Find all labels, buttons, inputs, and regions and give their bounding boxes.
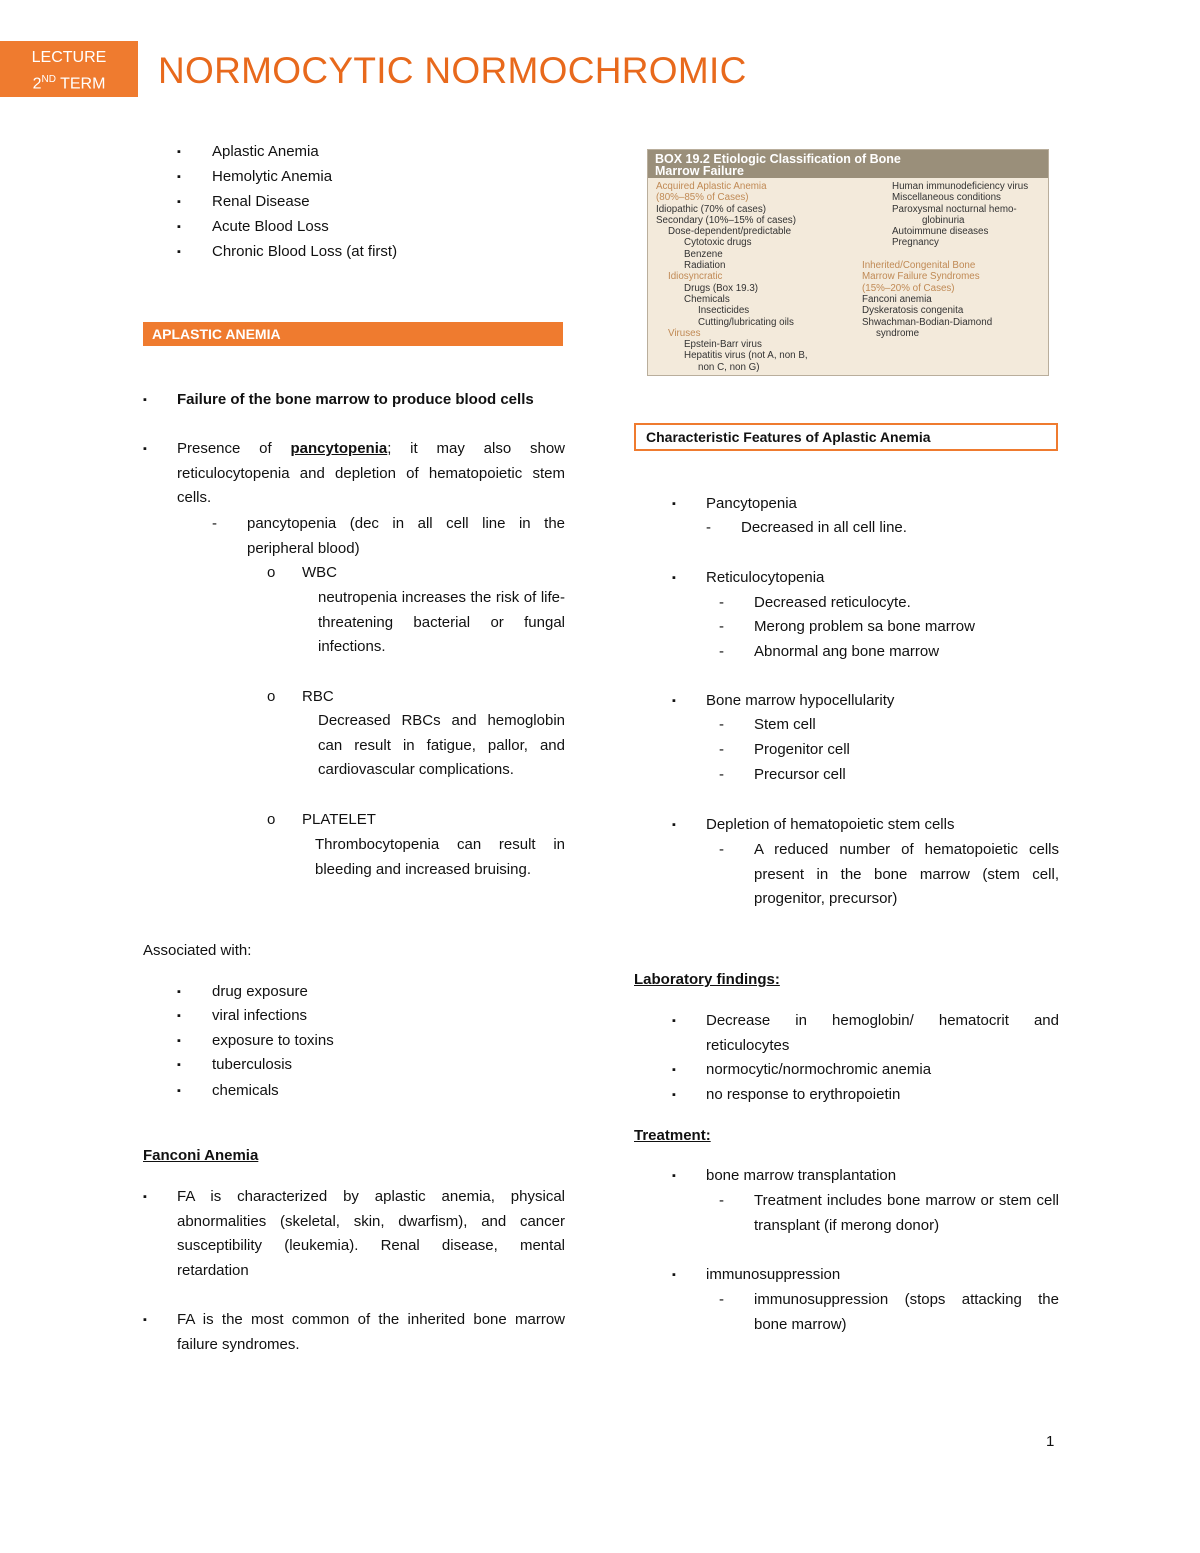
figure-line: Secondary (10%–15% of cases)	[656, 214, 796, 226]
list-item: Aplastic Anemia	[212, 143, 319, 160]
bullet-icon: ▪	[177, 1059, 181, 1071]
pancytopenia-note: pancytopenia (dec in all cell line in the peripheral blood)	[247, 515, 565, 557]
bullet-icon: ▪	[177, 986, 181, 998]
figure-right-column	[862, 181, 1028, 339]
bullet-icon: ▪	[143, 394, 147, 406]
figure-title	[648, 150, 1048, 178]
figure-line: Marrow Failure Syndromes	[862, 271, 980, 283]
depletion-sub: A reduced number of hematopoietic cells present in the bone marrow (stem cell, progenitor, precursor)	[754, 841, 1059, 908]
page-number: 1	[1046, 1433, 1055, 1450]
bullet-icon: ▪	[177, 221, 181, 233]
bullet-icon: ▪	[672, 1089, 676, 1101]
bullet-icon: ▪	[143, 1314, 147, 1326]
list-item: Renal Disease	[212, 193, 310, 210]
treatment-heading: Treatment:	[634, 1127, 711, 1144]
figure-left-column	[656, 181, 808, 373]
bullet-icon: ▪	[143, 1191, 147, 1203]
figure-line: Miscellaneous conditions	[892, 192, 1001, 204]
dash-icon: -	[719, 766, 724, 783]
reticulocytopenia-sub: Merong problem sa bone marrow	[754, 618, 975, 635]
aplastic-anemia-heading: APLASTIC ANEMIA	[143, 322, 563, 346]
figure-line: Drugs (Box 19.3)	[684, 282, 759, 294]
list-item: Chronic Blood Loss (at first)	[212, 243, 398, 260]
figure-line: Cutting/lubricating oils	[698, 316, 794, 328]
dash-icon: -	[212, 515, 217, 532]
figure-line: syndrome	[876, 327, 920, 339]
figure-line: Chemicals	[684, 293, 730, 305]
bullet-icon: ▪	[177, 196, 181, 208]
figure-line: Human immunodeficiency virus	[892, 181, 1029, 192]
bullet-icon: ▪	[672, 1015, 676, 1027]
associated-heading: Associated with:	[143, 942, 252, 959]
figure-line: Fanconi anemia	[862, 293, 932, 305]
bullet-icon: ▪	[177, 171, 181, 183]
circle-bullet-icon: o	[267, 564, 276, 581]
figure-line: globinuria	[922, 214, 965, 226]
bullet-icon: ▪	[143, 443, 147, 455]
treatment-sub: immunosuppression (stops attacking the bone marrow)	[754, 1291, 1059, 1333]
definition-bullet: Failure of the bone marrow to produce blood cells	[177, 391, 534, 408]
bullet-icon: ▪	[672, 1064, 676, 1076]
badge-line2	[0, 69, 138, 95]
hypocellularity-sub: Stem cell	[754, 716, 816, 733]
figure-line: Pregnancy	[892, 237, 939, 249]
characteristic-features-heading: Characteristic Features of Aplastic Anemia	[634, 423, 1058, 451]
list-item: exposure to toxins	[212, 1032, 334, 1049]
etiologic-classification-figure	[647, 149, 1049, 376]
reticulocytopenia-sub: Decreased reticulocyte.	[754, 594, 911, 611]
figure-line: Dyskeratosis congenita	[862, 305, 964, 317]
dash-icon: -	[719, 1291, 724, 1308]
figure-line: Shwachman-Bodian-Diamond	[862, 316, 993, 328]
platelet-label: PLATELET	[302, 811, 376, 828]
laboratory-findings-heading: Laboratory findings:	[634, 971, 780, 988]
bullet-icon: ▪	[672, 819, 676, 831]
dash-icon: -	[719, 841, 724, 858]
dash-icon: -	[719, 594, 724, 611]
fanconi-bullet-1: FA is characterized by aplastic anemia, physical abnormalities (skeletal, skin, dwarfism), and cancer susceptibility (leukemia). Renal disease, mental retardation	[177, 1188, 565, 1279]
bullet-icon: ▪	[672, 1170, 676, 1182]
page-title: NORMOCYTIC NORMOCHROMIC	[158, 50, 747, 91]
pancytopenia-item: Pancytopenia	[706, 495, 797, 512]
treatment-sub: Treatment includes bone marrow or stem cell transplant (if merong donor)	[754, 1192, 1059, 1234]
figure-line: Inherited/Congenital Bone	[862, 260, 976, 272]
dash-icon: -	[706, 519, 711, 536]
list-item: Acute Blood Loss	[212, 218, 329, 235]
figure-line: (15%–20% of Cases)	[862, 282, 955, 294]
figure-title-line1: BOX 19.2 Etiologic Classification of Bone	[655, 152, 901, 166]
fanconi-bullet-2: FA is the most common of the inherited bone marrow failure syndromes.	[177, 1311, 565, 1353]
presence-text-rest: ; it may also show reticulocytopenia and depletion of hematopoietic stem cells.	[177, 440, 565, 507]
figure-line: Dose-dependent/predictable	[668, 226, 792, 238]
treatment-item: immunosuppression	[706, 1266, 841, 1283]
reticulocytopenia-item: Reticulocytopenia	[706, 569, 825, 586]
figure-line: Epstein-Barr virus	[684, 339, 762, 351]
figure-line: Acquired Aplastic Anemia	[656, 181, 767, 192]
figure-line: non C, non G)	[698, 361, 760, 373]
list-item: tuberculosis	[212, 1056, 293, 1073]
lab-finding: no response to erythropoietin	[706, 1086, 901, 1103]
rbc-label: RBC	[302, 688, 334, 705]
fanconi-heading: Fanconi Anemia	[143, 1147, 259, 1164]
hypocellularity-sub: Progenitor cell	[754, 741, 850, 758]
rbc-text: Decreased RBCs and hemoglobin can result in fatigue, pallor, and cardiovascular complications.	[318, 712, 565, 779]
circle-bullet-icon: o	[267, 688, 276, 705]
figure-line: (80%–85% of Cases)	[656, 192, 749, 204]
bullet-icon: ▪	[177, 1010, 181, 1022]
dash-icon: -	[719, 741, 724, 758]
figure-line: Idiopathic (70% of cases)	[656, 203, 766, 215]
hypocellularity-item: Bone marrow hypocellularity	[706, 692, 895, 709]
lab-finding: normocytic/normochromic anemia	[706, 1061, 932, 1078]
platelet-text: Thrombocytopenia can result in bleeding and increased bruising.	[315, 836, 565, 878]
list-item: viral infections	[212, 1007, 308, 1024]
bullet-icon: ▪	[177, 1085, 181, 1097]
bullet-icon: ▪	[672, 1269, 676, 1281]
bullet-icon: ▪	[672, 498, 676, 510]
presence-paragraph	[177, 437, 565, 511]
presence-text: Presence of	[177, 440, 291, 457]
badge-term-suffix: ND	[41, 74, 56, 85]
list-item: Hemolytic Anemia	[212, 168, 333, 185]
figure-title-line2: Marrow Failure	[655, 164, 744, 178]
list-item: chemicals	[212, 1082, 279, 1099]
lab-finding: Decrease in hemoglobin/ hematocrit and reticulocytes	[706, 1012, 1059, 1054]
figure-line: Benzene	[684, 248, 723, 260]
reticulocytopenia-sub: Abnormal ang bone marrow	[754, 643, 940, 660]
figure-line	[862, 249, 1028, 260]
treatment-item: bone marrow transplantation	[706, 1167, 897, 1184]
badge-term-number: 2	[32, 75, 42, 93]
hypocellularity-sub: Precursor cell	[754, 766, 846, 783]
bullet-icon: ▪	[672, 572, 676, 584]
figure-line: Cytotoxic drugs	[684, 237, 752, 249]
figure-line: Idiosyncratic	[668, 271, 723, 283]
circle-bullet-icon: o	[267, 811, 276, 828]
badge-line1: LECTURE	[31, 49, 107, 66]
wbc-label: WBC	[302, 564, 337, 581]
figure-line: Insecticides	[698, 305, 750, 317]
lecture-term-badge	[0, 41, 138, 97]
dash-icon: -	[719, 643, 724, 660]
figure-line: Hepatitis virus (not A, non B,	[684, 350, 808, 362]
figure-line: Paroxysmal nocturnal hemo-	[892, 203, 1017, 215]
bullet-icon: ▪	[177, 146, 181, 158]
bullet-icon: ▪	[672, 695, 676, 707]
depletion-item: Depletion of hematopoietic stem cells	[706, 816, 955, 833]
dash-icon: -	[719, 1192, 724, 1209]
bullet-icon: ▪	[177, 246, 181, 258]
presence-term: pancytopenia	[290, 440, 388, 457]
dash-icon: -	[719, 716, 724, 733]
pancytopenia-sub: Decreased in all cell line.	[741, 519, 907, 536]
figure-line: Autoimmune diseases	[892, 226, 989, 238]
badge-term-label: TERM	[55, 75, 106, 93]
figure-line: Viruses	[668, 327, 701, 339]
bullet-icon: ▪	[177, 1035, 181, 1047]
dash-icon: -	[719, 618, 724, 635]
list-item: drug exposure	[212, 983, 308, 1000]
wbc-text: neutropenia increases the risk of life-threatening bacterial or fungal infections.	[318, 589, 565, 656]
figure-line: Radiation	[684, 260, 726, 272]
